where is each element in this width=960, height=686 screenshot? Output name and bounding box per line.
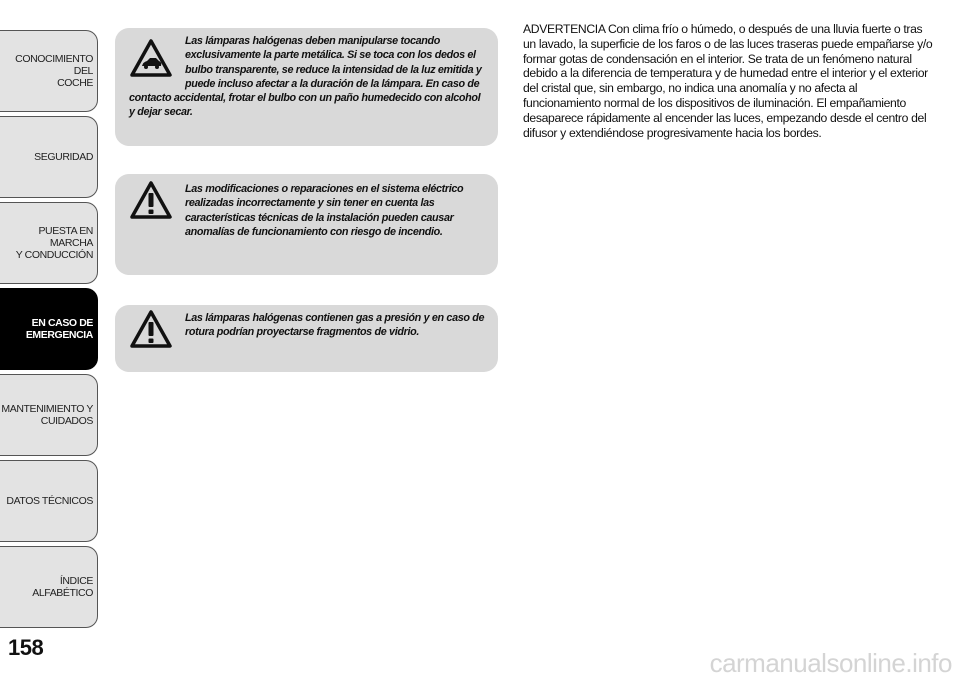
warning-text: Las lámparas halógenas contienen gas a presión y en caso de rotura podrían proyectarse fragmentos de vidrio.	[185, 312, 485, 339]
page-number: 158	[8, 635, 44, 660]
warning-text: Las lámparas halógenas deben manipularse tocando exclusivamente la parte metálica. Si se toca con los dedos el bulbo transparente, se reduce la intensidad de la luz emitida y puede incluso afectar a la duración de la lámpara. En caso de contacto accidental, frotar el bulbo con un paño humedecido con alcohol y dejar secar.	[129, 35, 482, 119]
tab-conocimiento-del-coche[interactable]: CONOCIMIENTO DEL COCHE	[0, 30, 98, 112]
tab-datos-tecnicos[interactable]: DATOS TÉCNICOS	[0, 460, 98, 542]
advertencia-paragraph: ADVERTENCIA Con clima frío o húmedo, o después de una lluvia fuerte o tras un lavado, la superficie de los faros o de las luces traseras puede empañarse y/o formar gotas de condensación en el interior. Se trata de un fenómeno natural debido a la diferencia de temperatura y de humedad entre el interior y el exterior del cristal que, sin embargo, no indica una anomalía y no afecta al funcionamiento normal de los dispositivos de iluminación. El empañamiento desaparece rápidamente al encender las luces, empezando desde el centro del difusor y extendiéndose progresivamente hacia los bordes.	[523, 22, 933, 140]
warning-box-electrical	[115, 174, 498, 275]
tab-seguridad[interactable]: SEGURIDAD	[0, 116, 98, 198]
tab-indice-alfabetico[interactable]: ÍNDICE ALFABÉTICO	[0, 546, 98, 628]
tab-mantenimiento[interactable]: MANTENIMIENTO Y CUIDADOS	[0, 374, 98, 456]
warning-box-halogen-handling	[115, 28, 498, 146]
chapter-sidebar	[0, 0, 102, 640]
warning-text: Las modificaciones o reparaciones en el sistema eléctrico realizadas incorrectamente y sin tener en cuenta las características técnicas de la instalación pueden causar anomalías de funcionamiento con riesgo de incendio.	[185, 183, 464, 238]
watermark: carmanualsonline.info	[709, 648, 952, 678]
tab-en-caso-de-emergencia[interactable]: EN CASO DE EMERGENCIA	[0, 288, 98, 370]
tab-puesta-en-marcha[interactable]: PUESTA EN MARCHA Y CONDUCCIÓN	[0, 202, 98, 284]
warning-box-halogen-pressure	[115, 305, 498, 372]
